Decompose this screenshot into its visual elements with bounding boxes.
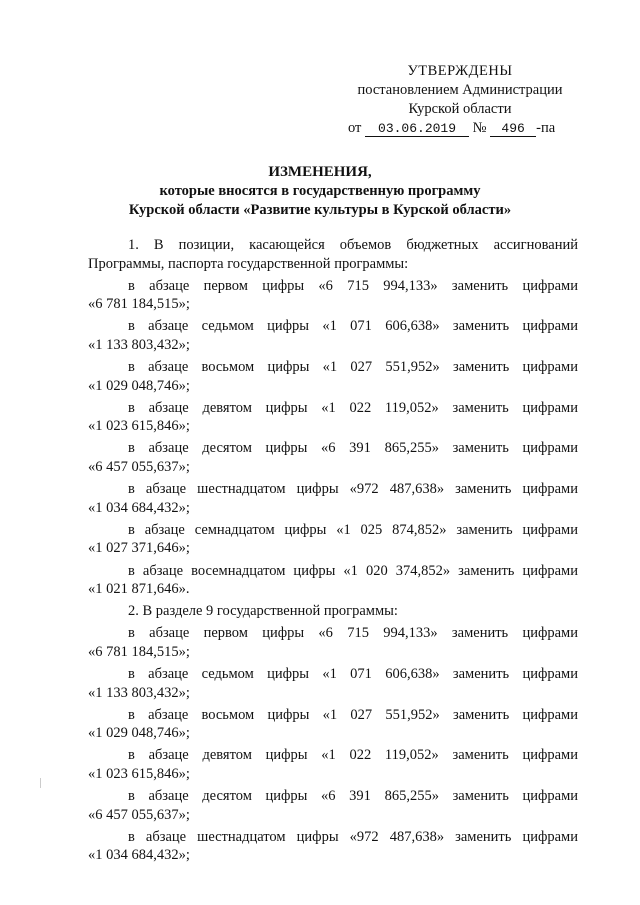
list-item — [88, 399, 578, 436]
list-item — [88, 828, 578, 865]
approval-title: УТВЕРЖДЕНЫ — [407, 63, 513, 79]
approval-date: 03.06.2019 — [365, 121, 469, 137]
item-value: «1 023 615,846»; — [88, 418, 190, 435]
item-value: «1 034 684,432»; — [88, 847, 190, 864]
item-value: «1 034 684,432»; — [88, 499, 190, 516]
section-1-intro-line-1: 1. В позиции, касающейся объемов бюджетных ассигнований — [128, 237, 578, 253]
list-item — [88, 787, 578, 824]
list-item — [88, 521, 578, 558]
list-item — [88, 706, 578, 743]
heading-line-1: которые вносятся в государственную программу — [159, 183, 481, 199]
item-value: «1 029 048,746»; — [88, 725, 190, 742]
heading-line-2: Курской области «Развитие культуры в Курской области» — [128, 202, 512, 218]
approval-block — [340, 62, 580, 138]
document-body — [88, 236, 578, 865]
approval-number: 496 — [490, 121, 536, 137]
list-item — [88, 439, 578, 476]
list-item — [88, 746, 578, 783]
item-value: «1 021 871,646». — [88, 581, 190, 598]
item-value: «1 023 615,846»; — [88, 765, 190, 782]
item-text: в абзаце первом цифры «6 715 994,133» заменить цифрами — [128, 277, 578, 294]
approval-line-1: постановлением Администрации — [357, 82, 563, 98]
section-2-intro — [88, 602, 578, 621]
item-value: «6 457 055,637»; — [88, 806, 190, 823]
item-text: в абзаце восемнадцатом цифры «1 020 374,852» заменить цифрами — [128, 562, 578, 579]
heading-title: ИЗМЕНЕНИЯ, — [268, 164, 372, 180]
list-item — [88, 480, 578, 517]
item-text: в абзаце восьмом цифры «1 027 551,952» заменить цифрами — [128, 706, 578, 723]
item-value: «1 133 803,432»; — [88, 684, 190, 701]
item-value: «6 781 184,515»; — [88, 296, 190, 313]
list-item — [88, 624, 578, 661]
list-item — [88, 358, 578, 395]
list-item — [88, 317, 578, 354]
number-prefix: № — [472, 120, 487, 136]
item-value: «6 457 055,637»; — [88, 459, 190, 476]
item-text: в абзаце восьмом цифры «1 027 551,952» заменить цифрами — [128, 359, 578, 376]
item-value: «1 027 371,646»; — [88, 540, 190, 557]
item-text: в абзаце седьмом цифры «1 071 606,638» заменить цифрами — [128, 665, 578, 682]
list-item — [88, 665, 578, 702]
list-item — [88, 277, 578, 314]
item-value: «6 781 184,515»; — [88, 643, 190, 660]
approval-line-2: Курской области — [408, 101, 512, 117]
approval-date-number-line — [348, 119, 580, 138]
item-value: «1 029 048,746»; — [88, 377, 190, 394]
scan-margin-mark — [40, 778, 41, 788]
section-2-intro-line: 2. В разделе 9 государственной программы: — [128, 603, 398, 620]
item-text: в абзаце девятом цифры «1 022 119,052» заменить цифрами — [128, 399, 578, 416]
section-1-intro-line-2: Программы, паспорта государственной программы: — [88, 255, 409, 272]
item-value: «1 133 803,432»; — [88, 336, 190, 353]
item-text: в абзаце десятом цифры «6 391 865,255» заменить цифрами — [128, 440, 578, 457]
section-1-intro — [88, 236, 578, 273]
item-text: в абзаце седьмом цифры «1 071 606,638» заменить цифрами — [128, 318, 578, 335]
item-text: в абзаце семнадцатом цифры «1 025 874,852» заменить цифрами — [128, 521, 578, 538]
document-heading — [70, 163, 570, 220]
date-prefix: от — [348, 120, 362, 136]
item-text: в абзаце шестнадцатом цифры «972 487,638» заменить цифрами — [128, 828, 578, 845]
item-text: в абзаце девятом цифры «1 022 119,052» заменить цифрами — [128, 747, 578, 764]
item-text: в абзаце первом цифры «6 715 994,133» заменить цифрами — [128, 625, 578, 642]
item-text: в абзаце десятом цифры «6 391 865,255» заменить цифрами — [128, 788, 578, 805]
list-item — [88, 562, 578, 599]
item-text: в абзаце шестнадцатом цифры «972 487,638» заменить цифрами — [128, 481, 578, 498]
number-suffix: -па — [536, 120, 556, 136]
